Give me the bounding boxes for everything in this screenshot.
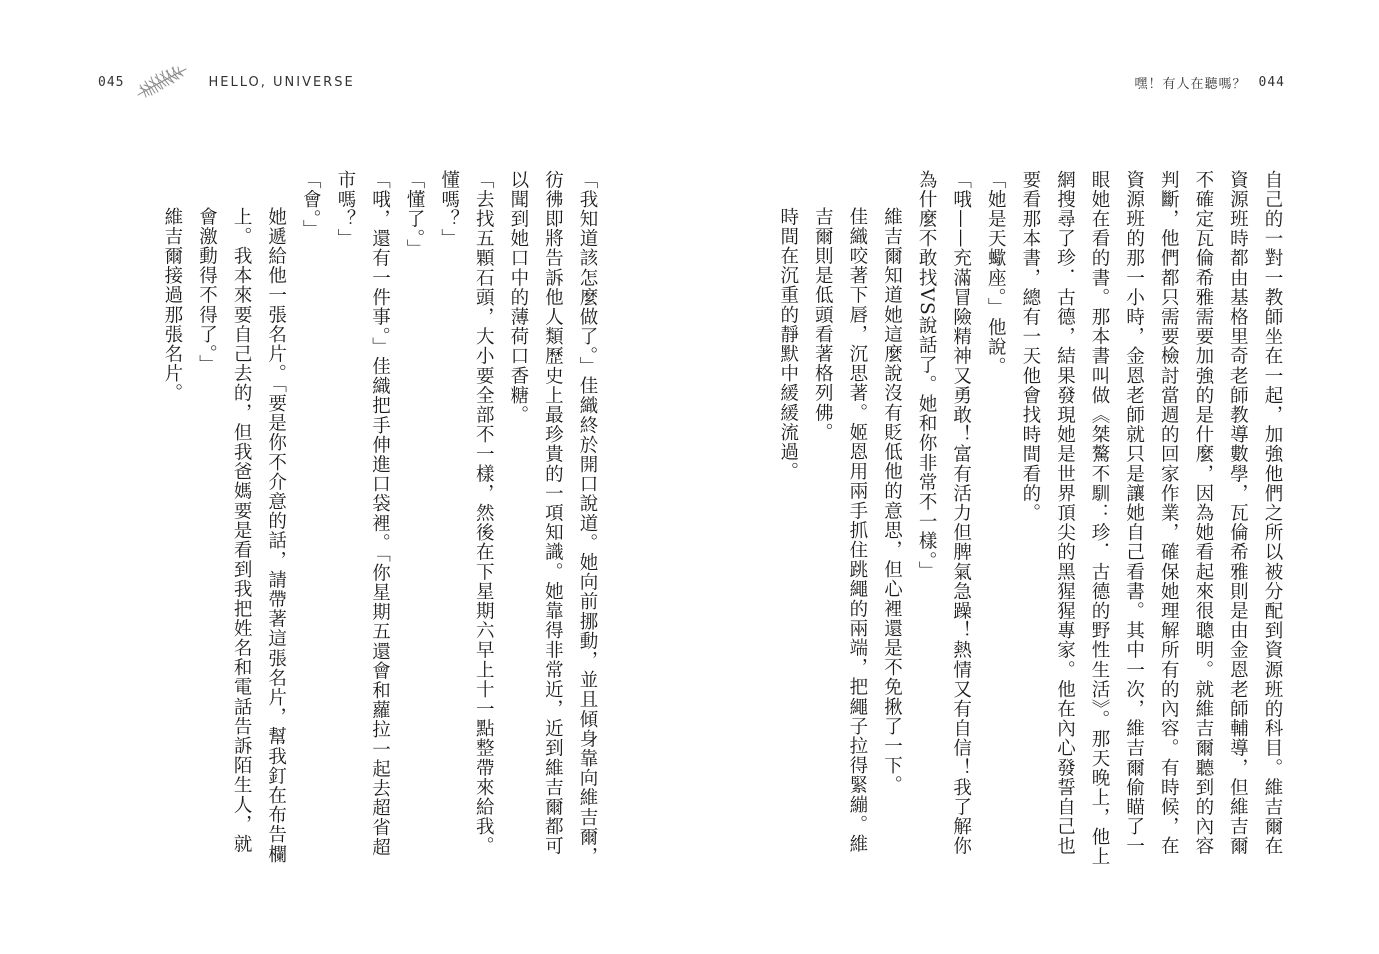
paragraph: 時間在沉重的靜默中緩緩流過。 bbox=[777, 207, 799, 482]
paragraph: 「懂了。」 bbox=[404, 170, 426, 259]
paragraph: 她遞給他一張名片。「要是你不介意的話，請帶著這張名片，幫我釘在布告欄上。我本來要自己去的，但我爸媽要是看到我把姓名和電話告訴陌生人，就會激動得不得了。」 bbox=[196, 207, 287, 865]
paragraph: 「去找五顆石頭，大小要全部不一樣，然後在下星期六早上十一點整帶來給我。懂嗎？」 bbox=[438, 170, 495, 856]
paragraph: 「會。」 bbox=[300, 170, 322, 240]
paragraph: 「哦——充滿冒險精神又勇敢！富有活力但脾氣急躁！熱情又有自信！我了解你為什麼不敢找VS說話了。她和你非常不一樣。」 bbox=[916, 170, 972, 856]
fern-leaf-icon bbox=[134, 65, 190, 99]
right-page-body bbox=[770, 170, 1289, 870]
left-page-number: 045 bbox=[98, 74, 125, 90]
right-page-header bbox=[1135, 70, 1286, 94]
paragraph: 維吉爾知道她這麼說沒有貶低他的意思，但心裡還是不免揪了一下。 bbox=[881, 207, 903, 795]
paragraph: 「她是天蠍座。」他說。 bbox=[985, 170, 1007, 377]
paragraph: 「我知道該怎麼做了。」佳織終於開口說道。她向前挪動，並且傾身靠向維吉爾，彷彿即將告訴他人類歷史上最珍貴的一項知識。她靠得非常近，近到維吉爾都可以聞到她口中的薄荷口香糖。 bbox=[507, 170, 598, 867]
right-page bbox=[690, 0, 1379, 954]
left-page-header bbox=[98, 70, 355, 94]
right-running-title: 嘿！有人在聽嗎？ bbox=[1134, 76, 1247, 92]
right-page-number: 044 bbox=[1258, 74, 1285, 90]
left-running-title: HELLO, UNIVERSE bbox=[208, 74, 355, 90]
left-page-body bbox=[154, 170, 604, 870]
paragraph: 維吉爾接過那張名片。 bbox=[161, 207, 183, 403]
paragraph: 佳織咬著下唇，沉思著。姬恩用兩手抓住跳繩的兩端，把繩子拉得緊繃。維吉爾則是低頭看著格列佛。 bbox=[812, 207, 868, 854]
paragraph: 自己的一對一教師坐在一起，加強他們之所以被分配到資源班的科目。維吉爾在資源班時都由基格里奇老師教導數學，瓦倫希雅則是由金恩老師輔導，但維吉爾不確定瓦倫希雅需要加強的是什麼，因為她看起來很聰明。就維吉爾聽到的內容判斷，他們都只需要檢討當週的回家作業，確保她理解所有的內容。有時候，在資源班的那一小時，金恩老師就只是讓她自己看書。其中一次，維吉爾偷瞄了一眼她在看的書。那本書叫做《桀驁不馴：珍．古德的野性生活》。那天晚上，他上網搜尋了珍．古德，結果發現她是世界頂尖的黑猩猩專家。他在內心發誓自己也要看那本書，總有一天他會找時間看的。 bbox=[1019, 170, 1283, 867]
paragraph: 「哦，還有一件事。」佳織把手伸進口袋裡。「你星期五還會和蘿拉一起去超省超市嗎？」 bbox=[334, 170, 391, 858]
